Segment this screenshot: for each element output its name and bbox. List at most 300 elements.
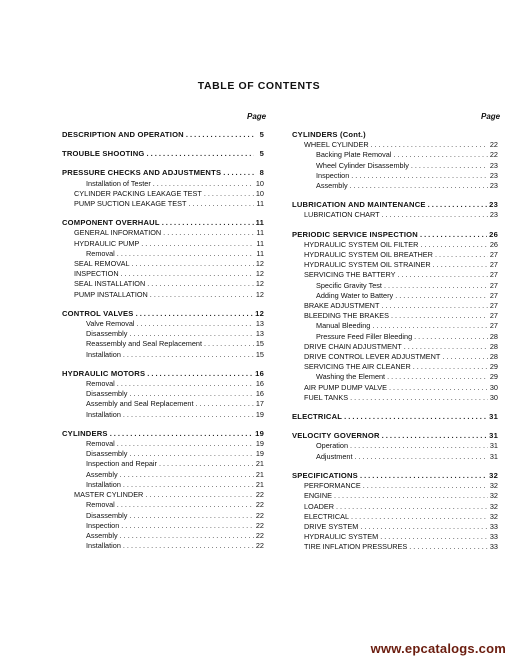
dot-leader [435, 250, 488, 260]
toc-entry[interactable] [292, 532, 498, 542]
dot-leader [355, 452, 488, 462]
toc-entry[interactable] [62, 249, 264, 259]
dot-leader [123, 410, 254, 420]
dot-leader [442, 352, 488, 362]
toc-entry[interactable] [62, 399, 264, 409]
dot-leader [360, 522, 488, 532]
toc-entry-label: Installation [86, 541, 121, 551]
dot-leader [163, 228, 254, 238]
toc-entry[interactable] [62, 500, 264, 510]
toc-entry-page-number: 33 [489, 532, 498, 542]
toc-entry-label: WHEEL CYLINDER [304, 140, 369, 150]
toc-entry[interactable] [292, 522, 498, 532]
dot-leader [150, 290, 254, 300]
toc-entry-page-number: 21 [255, 459, 264, 469]
toc-entry[interactable] [62, 329, 264, 339]
toc-entry-page-number: 23 [489, 181, 498, 191]
toc-entry-page-number: 31 [489, 412, 498, 422]
toc-entry-page-number: 32 [489, 511, 498, 521]
toc-entry[interactable] [62, 379, 264, 389]
toc-entry-label: LOADER [304, 501, 335, 511]
toc-entry[interactable] [292, 250, 498, 260]
page-column-heading-left: Page [247, 112, 267, 121]
toc-entry[interactable] [62, 179, 264, 189]
toc-entry-page-number: 10 [255, 178, 264, 188]
toc-entry-label: Reassembly and Seal Replacement [86, 339, 203, 349]
dot-leader [371, 140, 488, 150]
dot-leader [110, 429, 253, 439]
toc-entry-page-number: 30 [489, 392, 498, 402]
toc-entry-label: PRESSURE CHECKS AND ADJUSTMENTS [62, 168, 222, 178]
toc-entry[interactable] [62, 199, 264, 209]
dot-leader [372, 321, 488, 331]
toc-entry[interactable] [62, 531, 264, 541]
toc-entry[interactable] [292, 311, 498, 321]
toc-entry-page-number: 32 [489, 470, 498, 480]
dot-leader [336, 502, 488, 512]
toc-entry-page-number: 11 [256, 199, 264, 209]
toc-entry[interactable] [62, 480, 264, 490]
toc-entry-label: DRIVE CONTROL LEVER ADJUSTMENT [304, 352, 441, 362]
dot-leader [129, 511, 254, 521]
toc-entry-page-number: 22 [489, 140, 498, 150]
toc-entry[interactable] [62, 279, 264, 289]
dot-leader [381, 301, 487, 311]
toc-entry[interactable] [62, 339, 264, 349]
dot-leader [360, 471, 487, 481]
toc-entry-label: PERFORMANCE [304, 481, 361, 491]
spacer [292, 403, 498, 412]
toc-entry-label: Adjustment [316, 451, 353, 461]
toc-entry-label: DRIVE CHAIN ADJUSTMENT [304, 341, 402, 351]
toc-entry-label: FUEL TANKS [304, 392, 349, 402]
spacer [292, 191, 498, 200]
dot-leader [147, 149, 254, 159]
spacer [292, 221, 498, 230]
toc-right-column [292, 130, 498, 553]
dot-leader [413, 362, 488, 372]
toc-entry-label: Specific Gravity Test [316, 280, 382, 290]
dot-leader [120, 531, 254, 541]
toc-entry-label: PERIODIC SERVICE INSPECTION [292, 229, 418, 239]
toc-entry[interactable] [292, 301, 498, 311]
dot-leader [162, 218, 254, 228]
toc-entry-label: Removal [86, 379, 115, 389]
dot-leader [123, 350, 254, 360]
toc-entry[interactable] [62, 239, 264, 249]
toc-entry-label: AIR PUMP DUMP VALVE [304, 382, 387, 392]
toc-entry-page-number: 21 [255, 469, 264, 479]
dot-leader [351, 512, 488, 522]
dot-leader [123, 480, 254, 490]
toc-entry-label: COMPONENT OVERHAUL [62, 218, 160, 228]
dot-leader [129, 389, 254, 399]
toc-entry[interactable] [292, 171, 498, 181]
toc-entry-page-number: 22 [489, 150, 498, 160]
toc-entry-label: GENERAL INFORMATION [74, 228, 162, 238]
toc-entry-page-number: 22 [255, 510, 264, 520]
toc-entry-label: SEAL INSTALLATION [74, 279, 146, 289]
toc-entry-label: SERVICING THE AIR CLEANER [304, 362, 411, 372]
toc-entry[interactable] [292, 281, 498, 291]
toc-entry[interactable] [292, 481, 498, 491]
toc-entry-label: Backing Plate Removal [316, 150, 392, 160]
toc-entry-page-number: 5 [259, 130, 264, 139]
dot-leader [334, 491, 488, 501]
toc-entry-label: Removal [86, 500, 115, 510]
toc-entry-label: HYDRAULIC PUMP [74, 238, 140, 248]
toc-section-heading[interactable] [292, 412, 498, 422]
toc-entry-page-number: 5 [259, 149, 264, 159]
toc-entry-label: Inspection and Repair [86, 459, 157, 469]
toc-entry-page-number: 13 [255, 319, 264, 329]
toc-entry-page-number: 27 [489, 290, 498, 300]
toc-entry[interactable] [292, 502, 498, 512]
toc-entry-label: HYDRAULIC MOTORS [62, 368, 146, 378]
toc-entry-page-number: 28 [489, 331, 498, 341]
spacer [292, 462, 498, 471]
toc-entry[interactable] [292, 161, 498, 171]
toc-entry-page-number: 32 [489, 501, 498, 511]
toc-entry-page-number: 12 [255, 289, 264, 299]
toc-entry-page-number: 22 [255, 520, 264, 530]
toc-entry[interactable] [292, 210, 498, 220]
toc-entry-page-number: 13 [255, 329, 264, 339]
dot-leader [391, 311, 488, 321]
dot-leader [344, 412, 487, 422]
toc-entry-label: Inspection [86, 520, 120, 530]
toc-entry[interactable] [292, 260, 498, 270]
toc-entry-page-number: 27 [489, 321, 498, 331]
dot-leader [350, 181, 488, 191]
dot-leader [404, 342, 488, 352]
toc-entry[interactable] [62, 410, 264, 420]
toc-entry[interactable] [292, 332, 498, 342]
page-column-heading-right: Page [481, 112, 501, 121]
toc-entry-page-number: 23 [489, 210, 498, 220]
toc-entry-page-number: 22 [255, 490, 264, 500]
toc-entry-label: TROUBLE SHOOTING [62, 149, 145, 159]
toc-section-heading[interactable] [292, 471, 498, 481]
toc-entry-page-number: 26 [489, 239, 498, 249]
toc-entry-label: SERVICING THE BATTERY [304, 270, 396, 280]
toc-entry[interactable] [62, 189, 264, 199]
toc-entry[interactable] [292, 270, 498, 280]
toc-entry-label: Installation of Tester [86, 178, 151, 188]
toc-entry-label: BRAKE ADJUSTMENT [304, 301, 380, 311]
toc-entry[interactable] [62, 541, 264, 551]
toc-entry[interactable] [292, 352, 498, 362]
toc-entry-label: CYLINDER PACKING LEAKAGE TEST [74, 188, 202, 198]
toc-entry-label: Installation [86, 409, 121, 419]
toc-entry[interactable] [292, 181, 498, 191]
toc-entry[interactable] [292, 362, 498, 372]
toc-entry[interactable] [62, 490, 264, 500]
toc-entry-label: ENGINE [304, 491, 332, 501]
toc-entry[interactable] [292, 393, 498, 403]
toc-entry-page-number: 31 [489, 451, 498, 461]
toc-entry-label: Installation [86, 349, 121, 359]
toc-entry-page-number: 32 [489, 491, 498, 501]
dot-leader [121, 269, 254, 279]
toc-section-heading[interactable] [62, 149, 264, 159]
dot-leader [129, 449, 254, 459]
toc-entry-label: Assembly [86, 530, 118, 540]
toc-entry-page-number: 19 [255, 439, 264, 449]
dot-leader [420, 230, 487, 240]
toc-entry-label: Wheel Cylinder Disassembly [316, 160, 409, 170]
toc-entry-page-number: 17 [255, 399, 264, 409]
toc-entry-page-number: 23 [489, 170, 498, 180]
dot-leader [350, 393, 488, 403]
toc-section-heading[interactable] [292, 230, 498, 240]
dot-leader [382, 210, 488, 220]
toc-entry-label: LUBRICATION AND MAINTENANCE [292, 200, 426, 210]
dot-leader [137, 319, 254, 329]
toc-entry-label: SEAL REMOVAL [74, 259, 130, 269]
dot-leader [428, 200, 488, 210]
dot-leader [384, 281, 488, 291]
toc-section-heading[interactable] [62, 429, 264, 439]
toc-entry[interactable] [62, 511, 264, 521]
toc-entry-page-number: 11 [255, 218, 264, 228]
toc-entry-label: Manual Bleeding [316, 321, 371, 331]
toc-entry-page-number: 27 [489, 270, 498, 280]
toc-entry-label: Assembly and Seal Replacement [86, 399, 194, 409]
dot-leader [147, 279, 254, 289]
toc-entry-page-number: 27 [489, 301, 498, 311]
dot-leader [117, 500, 254, 510]
toc-section-heading[interactable] [292, 200, 498, 210]
toc-entry-page-number: 21 [255, 479, 264, 489]
dot-leader [120, 470, 254, 480]
toc-entry[interactable] [62, 290, 264, 300]
toc-entry[interactable] [62, 228, 264, 238]
toc-entry-page-number: 27 [489, 260, 498, 270]
toc-entry-page-number: 31 [489, 431, 498, 441]
dot-leader [117, 439, 254, 449]
toc-entry-page-number: 27 [489, 311, 498, 321]
toc-entry[interactable] [62, 439, 264, 449]
toc-entry-label: Removal [86, 248, 115, 258]
toc-entry[interactable] [292, 542, 498, 552]
toc-section-heading[interactable] [62, 309, 264, 319]
toc-entry-label: PUMP INSTALLATION [74, 289, 148, 299]
dot-leader [393, 150, 487, 160]
dot-leader [351, 171, 488, 181]
toc-entry-label: BLEEDING THE BRAKES [304, 311, 390, 321]
toc-entry[interactable] [292, 342, 498, 352]
toc-entry-label: Inspection [316, 170, 350, 180]
dot-leader [153, 179, 254, 189]
dot-leader [398, 270, 488, 280]
spacer [62, 140, 264, 149]
toc-entry-page-number: 19 [255, 409, 264, 419]
toc-entry[interactable] [62, 470, 264, 480]
toc-entry[interactable] [62, 319, 264, 329]
dot-leader [145, 490, 254, 500]
toc-entry-page-number: 16 [255, 379, 264, 389]
dot-leader [129, 329, 254, 339]
toc-entry[interactable] [292, 372, 498, 382]
toc-entry-label: CYLINDERS (Cont.) [292, 130, 366, 139]
toc-entry[interactable] [292, 512, 498, 522]
toc-entry[interactable] [292, 491, 498, 501]
toc-entry-page-number: 23 [489, 200, 498, 210]
toc-entry[interactable] [292, 321, 498, 331]
toc-entry[interactable] [62, 350, 264, 360]
toc-section-heading[interactable] [292, 130, 498, 140]
toc-left-column [62, 130, 264, 551]
toc-section-heading[interactable] [292, 431, 498, 441]
dot-leader [117, 249, 254, 259]
toc-entry-label: Pressure Feed Filler Bleeding [316, 331, 413, 341]
toc-entry-page-number: 29 [489, 362, 498, 372]
spacer [62, 300, 264, 309]
toc-entry-label: Adding Water to Battery [316, 290, 394, 300]
toc-entry[interactable] [292, 452, 498, 462]
dot-leader [433, 260, 488, 270]
toc-entry-label: Valve Removal [86, 319, 135, 329]
toc-entry-label: LUBRICATION CHART [304, 210, 380, 220]
toc-entry[interactable] [62, 449, 264, 459]
toc-entry-page-number: 16 [255, 368, 264, 378]
spacer [62, 209, 264, 218]
toc-entry-page-number: 33 [489, 521, 498, 531]
toc-entry-page-number: 27 [489, 250, 498, 260]
toc-entry-page-number: 10 [255, 188, 264, 198]
spacer [62, 360, 264, 369]
toc-entry-label: CONTROL VALVES [62, 308, 134, 318]
dot-leader [414, 332, 488, 342]
toc-entry[interactable] [62, 521, 264, 531]
spacer [292, 422, 498, 431]
toc-section-heading[interactable] [62, 130, 264, 140]
dot-leader [147, 369, 253, 379]
toc-entry-page-number: 16 [255, 389, 264, 399]
dot-leader [141, 239, 254, 249]
toc-entry[interactable] [292, 140, 498, 150]
dot-leader [395, 291, 488, 301]
toc-entry[interactable] [292, 240, 498, 250]
toc-entry-page-number: 28 [489, 341, 498, 351]
watermark-text: www.epcatalogs.com [370, 641, 506, 656]
dot-leader [195, 399, 253, 409]
toc-entry-page-number: 12 [255, 269, 264, 279]
toc-entry-label: HYDRAULIC SYSTEM OIL BREATHER [304, 250, 433, 260]
dot-leader [204, 189, 254, 199]
toc-entry-label: ELECTRICAL [304, 511, 350, 521]
toc-entry-page-number: 11 [256, 248, 264, 258]
toc-entry-page-number: 32 [489, 481, 498, 491]
toc-entry-label: Disassembly [86, 389, 128, 399]
toc-entry-label: Removal [86, 439, 115, 449]
toc-entry-page-number: 12 [255, 308, 264, 318]
dot-leader [123, 541, 254, 551]
dot-leader [387, 372, 488, 382]
toc-entry-label: Disassembly [86, 329, 128, 339]
toc-entry-label: DRIVE SYSTEM [304, 521, 359, 531]
toc-entry-page-number: 11 [256, 228, 264, 238]
toc-entry[interactable] [62, 259, 264, 269]
toc-entry-label: Disassembly [86, 510, 128, 520]
toc-entry-page-number: 11 [256, 238, 264, 248]
toc-entry-page-number: 29 [489, 372, 498, 382]
toc-entry-label: Disassembly [86, 449, 128, 459]
toc-entry[interactable] [292, 383, 498, 393]
toc-entry-label: PUMP SUCTION LEAKAGE TEST [74, 199, 187, 209]
dot-leader [132, 259, 254, 269]
dot-leader [223, 168, 254, 178]
toc-entry-label: Assembly [316, 181, 348, 191]
toc-entry[interactable] [62, 389, 264, 399]
toc-entry-page-number: 31 [489, 441, 498, 451]
toc-entry-page-number: 33 [489, 542, 498, 552]
toc-entry[interactable] [292, 150, 498, 160]
toc-entry-label: Installation [86, 479, 121, 489]
toc-entry-page-number: 15 [255, 349, 264, 359]
toc-entry-label: VELOCITY GOVERNOR [292, 431, 380, 441]
toc-entry-label: Operation [316, 441, 349, 451]
dot-leader [136, 309, 254, 319]
toc-entry-label: SPECIFICATIONS [292, 470, 358, 480]
toc-entry-label: Assembly [86, 469, 118, 479]
toc-entry-page-number: 19 [255, 428, 264, 438]
dot-leader [389, 383, 488, 393]
toc-section-heading[interactable] [62, 168, 264, 178]
toc-entry-label: MASTER CYLINDER [74, 490, 144, 500]
toc-entry-label: HYDRAULIC SYSTEM OIL STRAINER [304, 260, 431, 270]
dot-leader [117, 379, 254, 389]
toc-title: TABLE OF CONTENTS [197, 80, 321, 92]
dot-leader [121, 521, 254, 531]
dot-leader [186, 130, 254, 140]
toc-entry-page-number: 22 [255, 541, 264, 551]
toc-section-heading[interactable] [62, 369, 264, 379]
toc-entry[interactable] [62, 269, 264, 279]
toc-entry-page-number: 22 [255, 500, 264, 510]
toc-entry[interactable] [292, 291, 498, 301]
toc-entry-label: INSPECTION [74, 269, 119, 279]
dot-leader [350, 441, 488, 451]
toc-entry-page-number: 19 [255, 449, 264, 459]
spacer [62, 420, 264, 429]
dot-leader [411, 161, 488, 171]
toc-entry-page-number: 15 [255, 339, 264, 349]
toc-entry[interactable] [292, 441, 498, 451]
dot-leader [204, 339, 254, 349]
toc-entry-label: Washing the Element [316, 372, 386, 382]
dot-leader [420, 240, 488, 250]
dot-leader [380, 532, 488, 542]
toc-entry-page-number: 23 [489, 160, 498, 170]
toc-entry[interactable] [62, 459, 264, 469]
toc-section-heading[interactable] [62, 218, 264, 228]
dot-leader [363, 481, 488, 491]
toc-entry-page-number: 30 [489, 382, 498, 392]
toc-entry-page-number: 26 [489, 229, 498, 239]
dot-leader [159, 459, 254, 469]
toc-entry-page-number: 28 [489, 352, 498, 362]
toc-entry-page-number: 27 [489, 280, 498, 290]
toc-entry-label: HYDRAULIC SYSTEM [304, 532, 379, 542]
toc-entry-label: TIRE INFLATION PRESSURES [304, 542, 408, 552]
toc-entry-label: DESCRIPTION AND OPERATION [62, 130, 184, 139]
toc-entry-label: ELECTRICAL [292, 412, 343, 422]
toc-entry-page-number: 12 [255, 259, 264, 269]
dot-leader [409, 542, 488, 552]
spacer [62, 159, 264, 168]
